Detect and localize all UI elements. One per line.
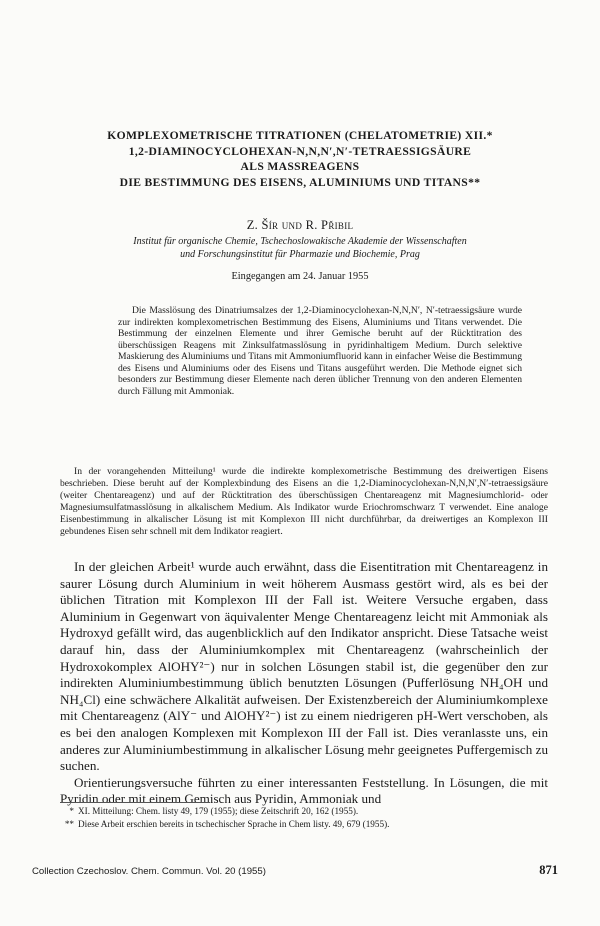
introduction-paragraph: In der vorangehenden Mitteilung¹ wurde die indirekte komplexometrische Bestimmung des dreiwertigen Eisens beschrieben. Diese beruht auf der Komplexbindung des Eisens an die 1,2-Diaminocyclohexan-N,N,N′,N′-tetraessigsäure (weiter Chentareagenz) und auf der Rücktitration des überschüssigen Chentareagenz mit Magnesiumchlorid- oder Magnesiumsulfatmasslösung in alkalischem Medium. Als Indikator wurde Eriochromschwarz T verwendet. Eine analoge Eisenbestimmung in alkalischer Lösung ist mit Komplexon III nicht durchführbar, da dreiwertiges an Komplexon III gebundenes Eisen sehr schnell mit dem Indikator reagiert. [60, 466, 548, 537]
title-line-2: 1,2-DIAMINOCYCLOHEXAN-N,N,N′,N′-TETRAESSIGSÄURE [128, 144, 472, 158]
title-line-3: ALS MASSREAGENS [240, 160, 360, 173]
footnote [60, 805, 548, 818]
main-text [60, 559, 548, 808]
article-title [40, 128, 560, 190]
body-paragraph-1: In der gleichen Arbeit¹ wurde auch erwähnt, dass die Eisentitration mit Chentareagenz in saurer Lösung durch Aluminium in weit höherem Ausmass gestört wird, als es bei der üblichen Titration mit Komplexon III der Fall ist. Weitere Versuche ergaben, dass Aluminium in Gegenwart von äquivalenter Menge Chentareagenz leicht mit Ammoniak als Hydroxyd gefällt wird, das augenblicklich auf den Indikator anspricht. Diese Tatsache weist darauf hin, dass der Aluminiumkomplex mit Chentareagenz (wahrscheinlich der Hydroxokomplex AlOHY²⁻) nur in solchen Lösungen stabil ist, die gegenüber den zur indirekten Aluminiumbestimmung üblich benutzten Lösungen (Pufferlösung NH₄OH und NH₄Cl) eine schwächere Alkalität aufweisen. Der Existenzbereich der Aluminiumkomplexe mit Chentareagenz (AlY⁻ und AlOHY²⁻) ist zu einem niedrigeren pH-Wert verschoben, als es bei den analogen Komplexen mit Komplexon III der Fall ist. Dies veranlasste uns, ein anderes zur Aluminiumbestimmung in alkalischer Lösung mehr geeignetes Puffergemisch zu suchen. [60, 559, 548, 774]
journal-citation: Collection Czechoslov. Chem. Commun. Vol. 20 (1955) [32, 866, 266, 877]
institution [40, 236, 560, 261]
footnote-mark: * [69, 806, 74, 816]
footnote-text: Diese Arbeit erschien bereits in tschechischer Sprache in Chem listy. 49, 679 (1955). [78, 818, 390, 829]
title-line-1: KOMPLEXOMETRISCHE TITRATIONEN (CHELATOMETRIE) XII.* [107, 129, 493, 142]
footnote-mark: ** [64, 818, 74, 829]
footnote-divider [60, 802, 210, 803]
abstract: Die Masslösung des Dinatriumsalzes der 1,2-Diaminocyclohexan-N,N,N′, N′-tetraessigsäure wurde zur indirekten komplexometrischen Bestimmung des Eisens, Aluminiums und Titans verwendet. Die Bestimmung der einzelnen Elemente und ihrer Gemische beruht auf der Rücktitration des überschüssigen Reagens mit Zinksulfatmasslösung in pyridinhaltigem Medium. Durch selektive Maskierung des Aluminiums und Titans mit Ammoniumfluorid kann in einfacher Weise die Bestimmung des Eisens und Aluminiums oder des Eisens und Titans ausgeführt werden. Die Methode eignet sich besonders zur Bestimmung dieser Elemente nach deren üblicher Trennung von den anderen Elementen durch Fällung mit Ammoniak. [118, 305, 522, 397]
institution-line-1: Institut für organische Chemie, Tschechoslowakische Akademie der Wissenschaften [133, 236, 467, 247]
footnote-text: XI. Mitteilung: Chem. listy 49, 179 (1955); diese Zeitschrift 20, 162 (1955). [78, 806, 359, 816]
received-date: Eingegangen am 24. Januar 1955 [231, 271, 369, 282]
footnotes [60, 805, 548, 830]
body-paragraph-2: Orientierungsversuche führten zu einer interessanten Feststellung. In Lösungen, die mit Pyridin oder mit einem Gemisch aus Pyridin, Ammoniak und [60, 774, 548, 807]
title-line-4: DIE BESTIMMUNG DES EISENS, ALUMINIUMS UND TITANS** [119, 175, 481, 189]
authors: Z. Šír und R. Přibil [246, 218, 354, 232]
page-number: 871 [539, 863, 558, 877]
institution-line-2: und Forschungsinstitut für Pharmazie und Biochemie, Prag [180, 248, 420, 260]
footnote [60, 818, 548, 831]
